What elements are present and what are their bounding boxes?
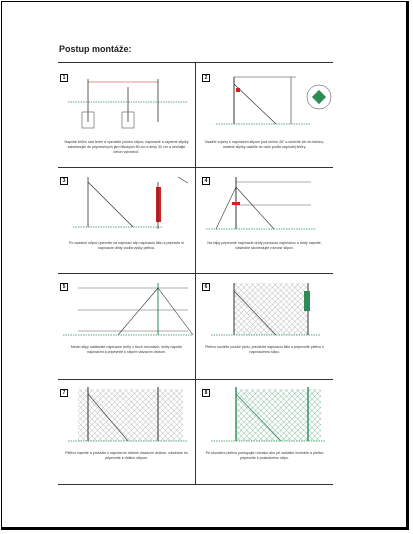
step-number: 2 — [202, 74, 210, 82]
diagram-brace-angle — [196, 62, 333, 142]
divider — [58, 484, 333, 485]
diagram-tension-wire — [196, 167, 333, 242]
step-caption: Pletivo napnite a priviažte k napínacím drôtom viazacím drôtom, následne ho pripevnite k ďalším stĺpom. — [65, 451, 188, 461]
diagram-mesh-tension — [58, 379, 195, 449]
step-number: 3 — [60, 177, 68, 185]
step-caption: Medzi stĺpy natiahnite napínacie drôty v troch úrovniach, drôty napnite napínačmi a pripevnite k stĺpom viazacím drôtom. — [70, 345, 183, 355]
step-number: 7 — [60, 389, 68, 397]
diagram-tension-bar — [58, 167, 195, 242]
diagram-finish — [196, 379, 333, 449]
diagram-post-setup — [58, 62, 195, 142]
step-number: 8 — [202, 389, 210, 397]
step-3 — [58, 167, 195, 273]
step-number: 6 — [202, 283, 210, 291]
step-number: 4 — [202, 177, 210, 185]
page-title: Postup montáže: — [59, 44, 132, 54]
step-2 — [196, 62, 333, 167]
step-5 — [58, 273, 195, 379]
step-6 — [196, 273, 333, 379]
step-number: 5 — [60, 283, 68, 291]
step-caption: Napnite šňůru nad terén a vyznačte polohu stĺpov, napínacie a vzperné stĺpiky zabetónujte do pripravených jám hlbokých 80 cm a šírky 30 cm a nechajte betón vytvrdnúť. — [64, 140, 189, 155]
step-8 — [196, 379, 333, 484]
step-caption: Pri ukončení pletiva postupujte rovnako ako pri začiatku montáže a pletivo pripevnite k poslednému stĺpu. — [205, 451, 324, 461]
step-number: 1 — [60, 74, 68, 82]
step-1 — [58, 62, 195, 167]
step-7 — [58, 379, 195, 484]
step-caption: Na stĺpy pripevnite napínacie drôty pomocou napínačov a drôty napnite, následne skontrolujte rovnosť stĺpov. — [207, 241, 322, 251]
step-caption: Pletivo rozviňte pozdĺž plotu, prevlečte napínaciu lištu a pripevnite pletivo k napínaciemu stĺpu. — [205, 345, 324, 355]
step-caption: Po osadení stĺpov upevnite na napínací stĺp napínaciu lištu a pripravte si napínacie drôty podľa výšky pletiva. — [68, 241, 185, 251]
step-caption: Osaďte vzpery k napínacím stĺpom pod uhlom 45° a ukotvite ich do betónu, ostatné stĺpiky osaďte do radu podľa napnutej šňůry. — [204, 140, 325, 150]
diagram-three-wires — [58, 273, 195, 348]
step-4 — [196, 167, 333, 273]
diagram-mesh-unroll — [196, 273, 333, 348]
